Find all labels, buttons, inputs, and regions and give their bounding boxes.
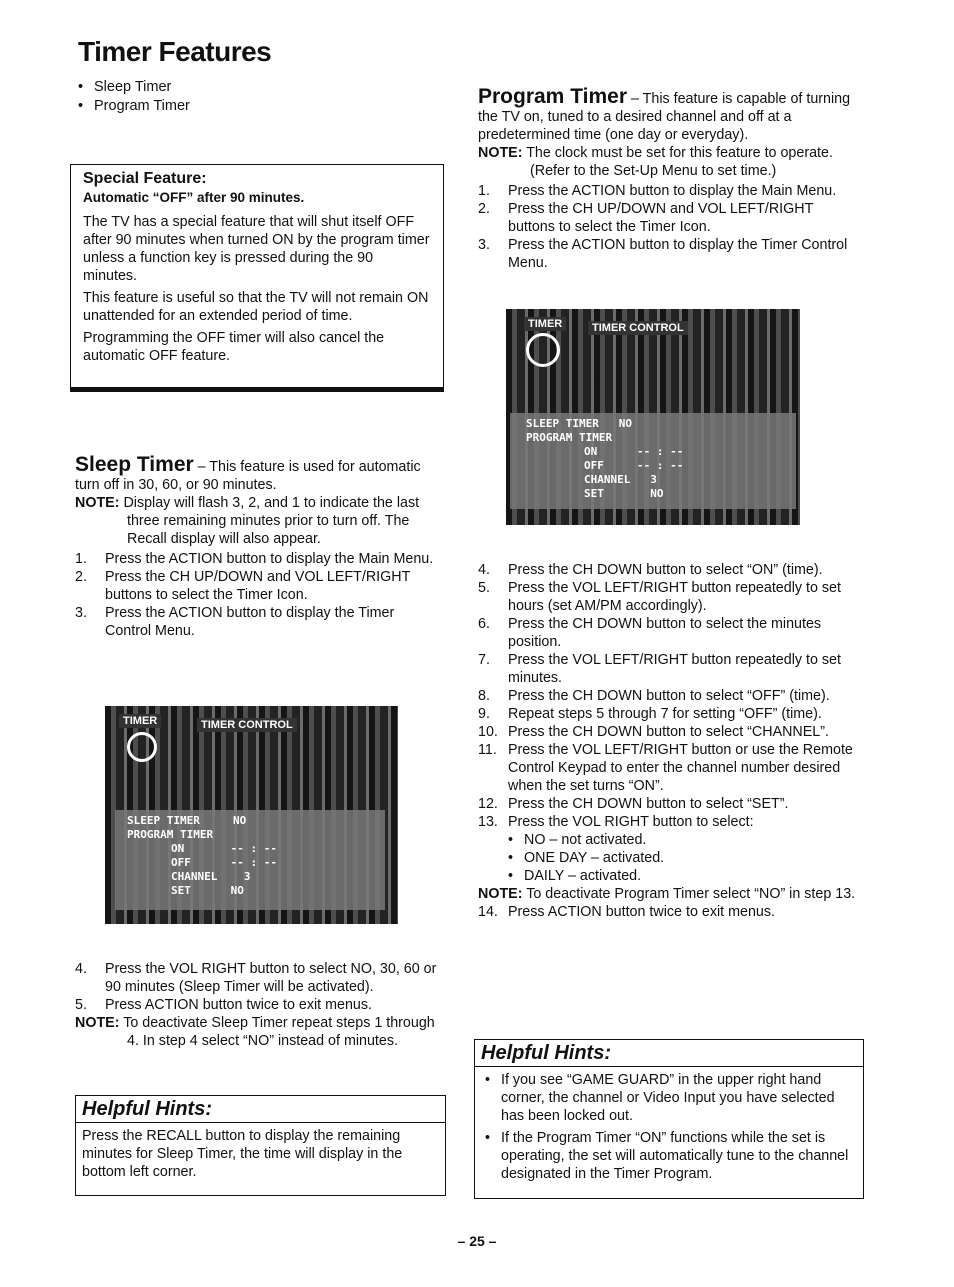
list-item: 3. Press the ACTION button to display the Timer Control Menu. <box>75 605 395 639</box>
note-label: NOTE: <box>75 495 120 511</box>
program-steps-list <box>478 561 863 831</box>
note-label: NOTE: <box>75 1015 120 1031</box>
note-label: NOTE: <box>478 145 523 161</box>
list-item: 3. Press the ACTION button to display the Timer Control Menu. <box>478 237 848 271</box>
special-feature-paragraph: This feature is useful so that the TV will not remain ON unattended for an extended period of time. <box>83 290 429 324</box>
note-label: NOTE: <box>478 886 523 902</box>
list-item: • NO – not activated. <box>504 831 863 849</box>
program-timer-note: The clock must be set for this feature to operate. (Refer to the Set-Up Menu to set time.) <box>522 145 833 179</box>
intro-bullet-list <box>78 78 190 116</box>
timer-menu: SLEEP TIMER NO PROGRAM TIMER ON -- : -- OFF -- : -- CHANNEL 3 SET NO <box>127 814 277 897</box>
list-item: 2. Press the CH UP/DOWN and VOL LEFT/RIGHT buttons to select the Timer Icon. <box>75 569 411 603</box>
sleep-timer-steps-continued <box>75 960 443 1050</box>
list-item: 12. Press the CH DOWN button to select “SET”. <box>478 796 789 812</box>
list-item: 1. Press the ACTION button to display the Main Menu. <box>478 183 837 199</box>
program-timer-heading: Program Timer <box>478 85 627 108</box>
timer-menu: SLEEP TIMER NO PROGRAM TIMER ON -- : -- OFF -- : -- CHANNEL 3 SET NO <box>526 417 684 500</box>
sleep-timer-note: Display will flash 3, 2, and 1 to indicate the last three remaining minutes prior to turn off. The Recall display will also appear. <box>119 495 420 547</box>
helpful-hints-title: Helpful Hints: <box>76 1096 445 1123</box>
list-item: • If the Program Timer “ON” functions while the set is operating, the set will automatically tune to the channel designated in the Timer Program. <box>481 1129 857 1183</box>
special-feature-paragraph: The TV has a special feature that will shut itself OFF after 90 minutes when turned ON by the program timer unless a function key is pressed during the 90 minutes. <box>83 214 430 284</box>
clock-icon <box>127 732 157 762</box>
list-item: 4. Press the VOL RIGHT button to select NO, 30, 60 or 90 minutes (Sleep Timer will be activated). <box>75 961 437 995</box>
page-number: – 25 – <box>457 1233 497 1249</box>
list-item: 7. Press the VOL LEFT/RIGHT button repeatedly to set minutes. <box>478 652 841 686</box>
list-item: • DAILY – activated. <box>504 867 863 885</box>
helpful-hints-box-right <box>474 1039 864 1199</box>
page-title: Timer Features <box>78 36 272 67</box>
sleep-steps-list <box>75 550 443 640</box>
sleep-timer-intro: – This feature is used for automatic turn off in 30, 60, or 90 minutes. <box>75 459 421 493</box>
list-item: 9. Repeat steps 5 through 7 for setting “OFF” (time). <box>478 706 822 722</box>
list-item: • ONE DAY – activated. <box>504 849 863 867</box>
clock-icon <box>526 333 560 367</box>
special-feature-heading: Special Feature: <box>83 170 207 187</box>
sleep-timer-heading: Sleep Timer <box>75 453 194 476</box>
helpful-hints-title: Helpful Hints: <box>475 1040 863 1067</box>
timer-control-title: TIMER CONTROL <box>197 718 297 732</box>
timer-icon-label: TIMER <box>524 317 566 331</box>
timer-control-title: TIMER CONTROL <box>588 321 688 335</box>
list-item: 10. Press the CH DOWN button to select “CHANNEL”. <box>478 724 829 740</box>
sleep-timer-section <box>75 453 443 640</box>
list-item: 8. Press the CH DOWN button to select “OFF” (time). <box>478 688 830 704</box>
timer-control-screen-image <box>105 706 398 924</box>
special-feature-paragraph: Programming the OFF timer will also cancel the automatic OFF feature. <box>83 330 385 364</box>
program-steps-list <box>478 903 863 921</box>
sleep-steps-list <box>75 960 443 1014</box>
program-steps-list <box>478 182 863 272</box>
list-item: 5. Press the VOL LEFT/RIGHT button repeatedly to set hours (set AM/PM accordingly). <box>478 580 841 614</box>
list-item: • If you see “GAME GUARD” in the upper right hand corner, the channel or Video Input you have selected has been locked out. <box>481 1071 857 1125</box>
set-options-list <box>478 831 863 885</box>
list-item: • Program Timer <box>78 97 190 116</box>
list-item: 11. Press the VOL LEFT/RIGHT button or use the Remote Control Keypad to enter the channel number desired when the set turns “ON”. <box>478 742 853 794</box>
special-feature-box <box>70 164 444 392</box>
program-timer-note: To deactivate Program Timer select “NO” in step 13. <box>522 886 856 902</box>
list-item: 6. Press the CH DOWN button to select the minutes position. <box>478 616 822 650</box>
helpful-hints-list <box>475 1067 863 1187</box>
list-item: 4. Press the CH DOWN button to select “ON” (time). <box>478 562 823 578</box>
list-item: 14. Press ACTION button twice to exit menus. <box>478 904 775 920</box>
helpful-hints-box-left <box>75 1095 446 1196</box>
program-timer-intro: – This feature is capable of turning the TV on, tuned to a desired channel and off at a predetermined time (one day or everyday). <box>478 91 851 143</box>
helpful-hints-text: Press the RECALL button to display the remaining minutes for Sleep Timer, the time will display in the bottom left corner. <box>82 1128 403 1180</box>
list-item: • Sleep Timer <box>78 78 190 97</box>
list-item: 1. Press the ACTION button to display the Main Menu. <box>75 551 434 567</box>
program-timer-steps-continued <box>478 561 863 921</box>
special-feature-subheading: Automatic “OFF” after 90 minutes. <box>83 190 305 205</box>
list-item: 5. Press ACTION button twice to exit menus. <box>75 997 372 1013</box>
sleep-timer-note: To deactivate Sleep Timer repeat steps 1 through 4. In step 4 select “NO” instead of minutes. <box>119 1015 435 1049</box>
list-item: 2. Press the CH UP/DOWN and VOL LEFT/RIGHT buttons to select the Timer Icon. <box>478 201 814 235</box>
list-item: 13. Press the VOL RIGHT button to select: <box>478 814 754 830</box>
timer-icon-label: TIMER <box>119 714 161 728</box>
timer-control-screen-image <box>506 309 800 525</box>
program-timer-section <box>478 85 863 272</box>
